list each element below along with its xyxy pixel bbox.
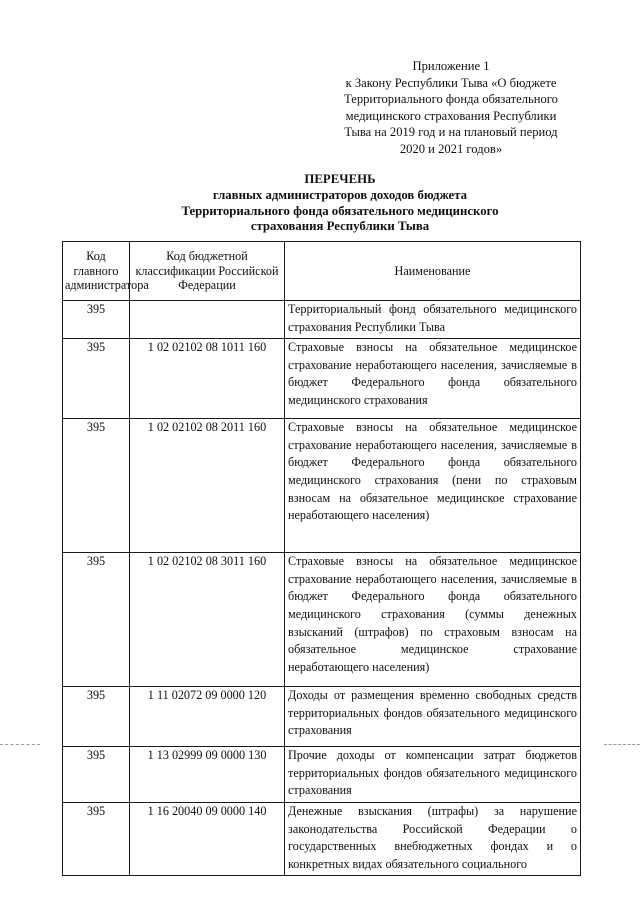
scan-artifact-right bbox=[604, 744, 640, 746]
budget-code-cell: 1 11 02072 09 0000 120 bbox=[130, 687, 285, 747]
table-row bbox=[63, 553, 581, 687]
header-name: Наименование bbox=[285, 242, 581, 301]
title-line: Территориального фонда обязательного медицинского bbox=[181, 203, 499, 218]
appendix-line: Приложение 1 bbox=[412, 59, 490, 73]
name-text: Страховые взносы на обязательное медицинское страхование неработающего населения, зачисляемые в бюджет Федерального фонда обязательного медицинского страхования (суммы денежных взысканий (штрафов) по страховым взносам на обязательное медицинское страхование неработающего населения) bbox=[288, 554, 577, 674]
table-row bbox=[63, 802, 581, 875]
name-cell bbox=[285, 747, 581, 803]
appendix-line: Территориального фонда обязательного bbox=[344, 92, 558, 107]
name-text: Денежные взыскания (штрафы) за нарушение законодательства Российской Федерации о государственных внебюджетных фондах и о конкретных видах обязательного социального bbox=[288, 803, 577, 871]
table-row bbox=[63, 339, 581, 419]
administrators-table bbox=[62, 241, 581, 876]
name-cell bbox=[285, 419, 581, 553]
name-text: Прочие доходы от компенсации затрат бюджетов территориальных фондов обязательного медицинского страхования bbox=[288, 748, 577, 798]
admin-code-cell: 395 bbox=[63, 687, 130, 747]
admin-code-cell: 395 bbox=[63, 802, 130, 875]
appendix-line: медицинского страхования Республики bbox=[345, 108, 557, 123]
document-title bbox=[60, 172, 620, 235]
budget-code-cell: 1 13 02999 09 0000 130 bbox=[130, 747, 285, 803]
admin-code-cell: 395 bbox=[63, 339, 130, 419]
table-row bbox=[63, 687, 581, 747]
budget-code-cell bbox=[130, 301, 285, 339]
budget-code-cell: 1 02 02102 08 3011 160 bbox=[130, 553, 285, 687]
budget-code-cell: 1 02 02102 08 2011 160 bbox=[130, 419, 285, 553]
name-text: Страховые взносы на обязательное медицинское страхование неработающего населения, зачисляемые в бюджет Федерального фонда обязательного медицинского страхования (пени по страховым взносам на обязательное медицинское страхование неработающего населения) bbox=[288, 420, 577, 523]
title-line: страхования Республики Тыва bbox=[250, 219, 430, 234]
header-budget-code: Код бюджетной классификации Российской Федерации bbox=[130, 242, 285, 301]
table-header-row bbox=[63, 242, 581, 301]
name-text: Территориальный фонд обязательного медицинского страхования Республики Тыва bbox=[288, 302, 577, 334]
name-cell bbox=[285, 553, 581, 687]
name-text: Страховые взносы на обязательное медицинское страхование неработающего населения, зачисляемые в бюджет Федерального фонда обязательного медицинского страхования bbox=[288, 340, 577, 407]
budget-code-cell: 1 02 02102 08 1011 160 bbox=[130, 339, 285, 419]
header-admin-code: Код главного администратора bbox=[63, 242, 130, 301]
admin-code-cell: 395 bbox=[63, 301, 130, 339]
table-row bbox=[63, 301, 581, 339]
appendix-line: к Закону Республики Тыва «О бюджете bbox=[345, 75, 557, 90]
appendix-line: 2020 и 2021 годов» bbox=[399, 141, 503, 156]
name-cell bbox=[285, 802, 581, 875]
name-cell bbox=[285, 339, 581, 419]
appendix-line: Тыва на 2019 год и на плановый период bbox=[344, 125, 558, 140]
admin-code-cell: 395 bbox=[63, 553, 130, 687]
name-cell bbox=[285, 687, 581, 747]
title-heading: ПЕРЕЧЕНЬ bbox=[304, 172, 376, 186]
scan-artifact-left bbox=[0, 744, 40, 746]
appendix-note bbox=[320, 58, 582, 158]
name-text: Доходы от размещения временно свободных средств территориальных фондов обязательного медицинского страхования bbox=[288, 688, 577, 738]
table-row bbox=[63, 747, 581, 803]
table-row bbox=[63, 419, 581, 553]
name-cell bbox=[285, 301, 581, 339]
admin-code-cell: 395 bbox=[63, 419, 130, 553]
budget-code-cell: 1 16 20040 09 0000 140 bbox=[130, 802, 285, 875]
title-line: главных администраторов доходов бюджета bbox=[212, 187, 468, 202]
admin-code-cell: 395 bbox=[63, 747, 130, 803]
